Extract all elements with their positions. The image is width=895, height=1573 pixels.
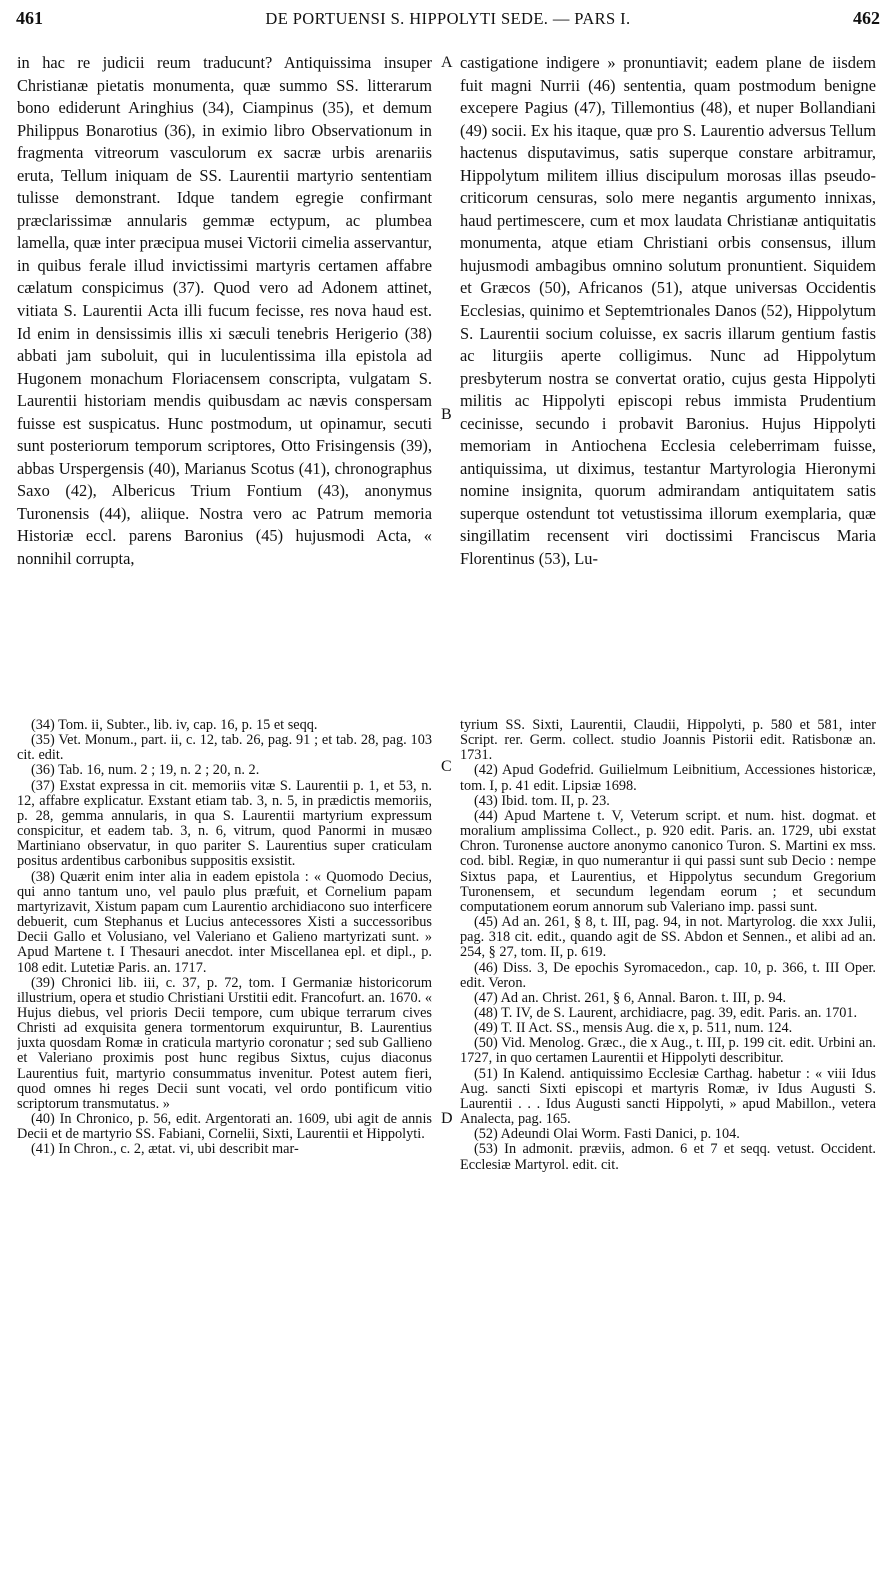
footnote-39: (39) Chronici lib. iii, c. 37, p. 72, tom. I Germaniæ historicorum illustrium, opera et studio Christiani Urstitii edit. Francofurt. an. 1670. « Hujus diebus, vel prioris Decii tempore, cum ubique terrarum cives Christi ad exquisita genera tormentorum exquiruntur, B. Laurentius juxta quosdam Romæ in craticula martyrio coronatur ; sed sub Gallieno et Valeriano proximis post hunc regibus Sixtus, cujus diaconus Laurentius fuit, martyrio consummatus invenitur. Potest autem fieri, quod omnes hi reges Decii sunt vocati, vel ordo pontificum vitio scriptorum transmutatus. » xyxy=(17,974,432,1112)
page-number-right: 462 xyxy=(853,8,880,28)
margin-letter-a: A xyxy=(441,54,453,71)
footnote-44: (44) Apud Martene t. V, Veterum script. et num. hist. dogmat. et moralium amplissima Collect., p. 920 edit. Paris. an. 1729, ubi exstat Chron. Turonense auctore anonymo canonico Turon. S. Martini ex mss. cod. bibl. Regiæ, in quo numerantur ii qui passi sunt sub Decio : nempe Sixtus papa, et Laurentius, et Hippolytus secundum Gregorium Turonensem, et secundum legendam eorum ; et secundum computationem eorum annorum sub Valeriano imp. passi sunt. xyxy=(460,807,876,915)
footnotes-right-column xyxy=(460,718,876,1563)
footnote-48: (48) T. IV, de S. Laurent, archidiacre, pag. 39, edit. Paris. an. 1701. xyxy=(474,1004,858,1021)
footnote-41: (41) In Chron., c. 2, ætat. vi, ubi describit mar- xyxy=(31,1141,299,1158)
footnote-37: (37) Exstat expressa in cit. memoriis vitæ S. Laurentii p. 1, et 53, n. 12, affabre explicatur. Exstant etiam tab. 3, n. 5, in prædictis memoriis, p. 28, gemma annularis, in qua S. Laurentii martyrium expressum conspicitur, et eadem tab. 3, n. 6, vitrum, quod Panormi in musæo Martiniano observatur, in quo pariter S. Laurentius super craticulam positus ardentibus carbonibus suppositis exsistit. xyxy=(17,777,432,870)
footnote-43: (43) Ibid. tom. II, p. 23. xyxy=(474,792,610,809)
footnote-49: (49) T. II Act. SS., mensis Aug. die x, p. 511, num. 124. xyxy=(474,1020,793,1037)
footnote-36: (36) Tab. 16, num. 2 ; 19, n. 2 ; 20, n. 2. xyxy=(31,762,260,779)
running-title: DE PORTUENSI S. HIPPOLYTI SEDE. — PARS I. xyxy=(265,9,631,28)
page-number-left: 461 xyxy=(16,8,43,28)
footnote-45: (45) Ad an. 261, § 8, t. III, pag. 94, in not. Martyrolog. die xxx Julii, pag. 318 cit. edit., quando agit de SS. Abdon et Sennen., et alibi ad an. 254, § 27, tom. II, p. 619. xyxy=(460,914,876,961)
main-text-left-column: in hac re judicii reum traducunt? Antiquissima insuper Christianæ pietatis monumenta, quæ summo SS. litterarum bono ediderunt Aringhius (34), Ciampinus (35), et demum Philippus Bonarotius (36), in eximio libro Observationum in fragmenta vitreorum vasculorum ex sacræ urbis arenariis eruta, Tellum iniquam de SS. Laurentii martyrio sententiam tulisse demonstrant. Idque tandem egregie confirmant præclarissimæ annularis gemmæ ectypum, ac plumbea lamella, quæ inter præcipua musei Victorii cimelia asservantur, in quibus ferale illud invictissimi martyris certamen affabre cælatum conspicimus (37). Quod vero ad Adonem attinet, vitiata S. Laurentii Acta illi fucum fecisse, res nova haud est. Id enim in densissimis illis xi sæculi tenebris Herigerio (38) abbati jam suboluit, qui in luculentissima illa epistola ad Hugonem monachum Floriacensem conscripta, vulgatam S. Laurentii historiam mendis quibusdam ac nævis conspersam fuisse est suspicatus. Hunc postmodum, ut opinamur, secuti sunt posteriorum temporum scriptores, Otto Frisingensis (39), abbas Urspergensis (40), Marianus Scotus (41), chronographus Saxo (42), Albericus Trium Fontium (43), anonymus Turonensis (44), aliique. Nostra vero ac Patrum memoria Historiæ eccl. parens Baronius (45) hujusmodi Acta, « nonnihil corrupta, xyxy=(17,53,432,569)
footnote-47: (47) Ad an. Christ. 261, § 6, Annal. Baron. t. III, p. 94. xyxy=(474,989,787,1006)
footnote-42: (42) Apud Godefrid. Guilielmum Leibnitium, Accessiones historicæ, tom. I, p. 41 edit. Lipsiæ 1698. xyxy=(460,762,876,794)
page-header xyxy=(16,6,880,36)
footnote-38: (38) Quærit enim inter alia in eadem epistola : « Quomodo Decius, qui anno tantum uno, vel paulo plus præfuit, et Cornelium papam martyrizavit, Xistum papam cum Laurentio archidiacono suo interficere debuerit, cum Stephanus et Lucius antecessores Xisti a successoribus Decii Gallo et Volusiano, vel Valeriano et Galieno martyrizati sunt. » Apud Martene t. I Thesauri anecdot. inter Miscellanea epl. et dipl., p. 108 edit. Lutetiæ Paris. an. 1717. xyxy=(17,868,432,976)
footnote-46: (46) Diss. 3, De epochis Syromacedon., cap. 10, p. 366, t. III Oper. edit. Veron. xyxy=(460,959,876,991)
margin-letter-c: C xyxy=(441,758,452,775)
footnotes-left-column xyxy=(17,718,432,1563)
footnote-41-continued: tyrium SS. Sixti, Laurentii, Claudii, Hippolyti, p. 580 et 581, inter Script. rer. Germ. collect. studio Joannis Pistorii edit. Ratisbonæ an. 1731. xyxy=(460,718,876,764)
margin-letter-d: D xyxy=(441,1110,453,1127)
footnote-40: (40) In Chronico, p. 56, edit. Argentorati an. 1609, ubi agit de annis Decii et de martyrio SS. Fabiani, Cornelii, Sixti, Laurentii et Hippolyti. xyxy=(17,1111,432,1143)
footnote-35: (35) Vet. Monum., part. ii, c. 12, tab. 26, pag. 91 ; et tab. 28, pag. 103 cit. edit. xyxy=(17,732,432,764)
main-text-right-column: castigatione indigere » pronuntiavit; eadem plane de iisdem fuit magni Nurrii (46) sententia, quam postmodum benigne excepere Pagius (47), Tillemontius (48), et nuper Bollandiani (49) socii. Ex his itaque, quæ pro S. Laurentio adversus Tellum hactenus disputavimus, satis superque constare arbitramur, Hippolytum militem illius discipulum morosas illas pseudo-criticorum censuras, solo mere negantis argumento innixas, haud pertimescere, cum et mox laudata Christianæ antiquitatis monumenta, atque etiam Christiani orbis consensus, illum hujusmodi ambagibus omnino solutum pronuntient. Siquidem et Græcos (50), Africanos (51), atque universas Occidentis Ecclesias, quinimo et Septemtrionales Danos (52), Hippolytum S. Laurentii socium coluisse, ex sacris illarum gentium fastis ac liturgiis aperte colligimus. Nunc ad Hippolytum presbyterum nostra se convertat oratio, cujus gesta Hippolyti militis ac Hippolyti episcopi rebus immista Prudentium cecinisse, secundo i probavit Baronius. Hujus Hippolyti memoriam in Antiochena Ecclesia celeberrimam fuisse, antiquissima, ut diximus, testantur Martyrologia Hieronymi nomine insignita, quorum admirandam antiquitatem satis superque ostendunt tot vetustissima illorum exemplaria, quæ singillatim recensent viri doctissimi Franciscus Maria Florentinus (53), Lu- xyxy=(460,53,876,569)
margin-letter-b: B xyxy=(441,406,452,423)
footnote-34: (34) Tom. ii, Subter., lib. iv, cap. 16, p. 15 et seqq. xyxy=(31,718,318,733)
footnote-50: (50) Vid. Menolog. Græc., die x Aug., t. III, p. 199 cit. edit. Urbini an. 1727, in quo certamen Laurentii et Hippolyti describitur. xyxy=(460,1035,876,1067)
footnote-52: (52) Adeundi Olai Worm. Fasti Danici, p. 104. xyxy=(474,1126,740,1143)
footnote-51: (51) In Kalend. antiquissimo Ecclesiæ Carthag. habetur : « viii Idus Aug. sancti Sixti episcopi et martyris Romæ, iv Idus Augusti S. Laurentii . . . Idus Augusti sancti Hippolyti, » apud Mabillon., vetera Analecta, pag. 165. xyxy=(460,1065,876,1128)
footnote-53: (53) In admonit. præviis, admon. 6 et 7 et seqq. vetust. Occident. Ecclesiæ Martyrol. edit. cit. xyxy=(460,1141,876,1173)
